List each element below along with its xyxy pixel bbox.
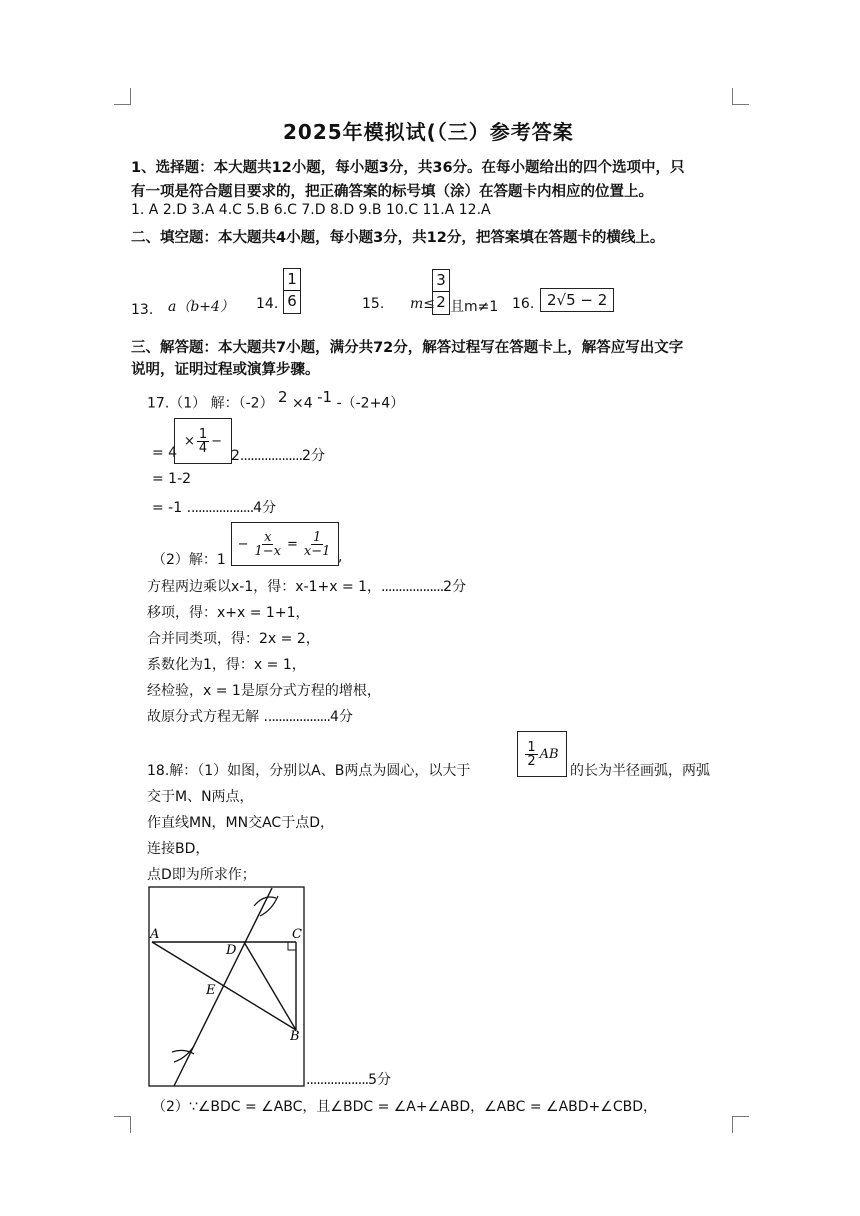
line-mn (174, 888, 272, 1086)
q18-line4: 连接BD， (147, 841, 210, 857)
q17-2-line1-score: 2分 (443, 579, 467, 595)
label-d: D (226, 943, 237, 958)
q17-2-eq-minus: − (237, 536, 249, 552)
page-title: 2025年模拟试(（三）参考答案 (283, 120, 574, 144)
corner-mark-bottom-right (732, 1116, 749, 1133)
q17-2-line4: 系数化为1，得：x = 1， (147, 657, 306, 673)
q17-2-eq-sign: = (287, 536, 298, 552)
q17-2-line6-dots: .................. (267, 709, 331, 725)
q17-2-line6-text: 故原分式方程无解 . (147, 709, 268, 725)
q18-part2-line: （2）∵∠BDC = ∠ABC，且∠BDC = ∠A+∠ABD，∠ABC = ∠ABD+∠CBD， (152, 1099, 657, 1115)
q17-1-expression: 解：（-2） (210, 395, 274, 412)
q18-line3: 作直线MN，MN交AC于点D， (147, 815, 334, 831)
corner-mark-bottom-left (114, 1116, 131, 1133)
q17-1-step1-minus: − (211, 433, 223, 449)
q17-1-step1-box (174, 418, 232, 464)
section3-header-line1: 三、解答题：本大题共7小题，满分共72分，解答过程写在答题卡上，解答应写出文字 (131, 340, 684, 356)
q15-answer-fraction (432, 269, 450, 315)
q14-numerator: 1 (284, 269, 300, 291)
q17-1-step3-score: 4分 (253, 500, 277, 516)
q17-2-line6 (147, 706, 353, 726)
q16-number: 16. (512, 296, 535, 312)
section1-line2: 有一项是符合题目要求的，把正确答案的标号填（涂）在答题卡内相应的位置上。 (131, 184, 653, 200)
q17-1-times-4: ×4 (292, 395, 313, 412)
q17-1-step1-score: 2分 (302, 448, 325, 464)
q17-1-step3-dots: .................. (191, 500, 254, 516)
q15-number: 15. (362, 296, 385, 312)
q17-2-f2-num: 1 (313, 529, 322, 545)
q17-1-expression-end: -（-2+4） (336, 395, 405, 412)
q18-frac-den: 2 (527, 753, 536, 769)
section2-header: 二、填空题：本大题共4小题，每小题3分，共12分，把答案填在答题卡的横线上。 (131, 230, 665, 246)
q18-figure-score-line (306, 1069, 391, 1089)
q18-line1-suffix: 的长为半径画弧，两弧 (570, 763, 710, 779)
segment-db (244, 942, 296, 1030)
q17-2-line6-score: 4分 (330, 709, 353, 725)
q17-1-step1-post: 2 (231, 448, 240, 464)
q18-line2: 交于M、N两点， (147, 789, 254, 805)
q17-1-exponent-minus1: -1 (317, 388, 333, 406)
figure-frame (149, 887, 304, 1086)
q17-1-step1-dots: .................. (239, 448, 303, 464)
q17-1-step2: = 1-2 (152, 471, 192, 487)
right-angle-mark (288, 942, 296, 950)
q17-2-line1-text: 方程两边乘以x-1，得：x-1+x = 1， (147, 579, 382, 595)
q15-prefix: m≤ (410, 296, 436, 312)
q17-2-line3: 合并同类项，得：2x = 2， (147, 631, 320, 647)
q15-suffix: 且m≠1 (450, 299, 499, 315)
q14-number: 14. (256, 296, 279, 312)
q18-line5: 点D即为所求作； (147, 867, 256, 883)
q17-2-line5: 经检验，x = 1是原分式方程的增根， (147, 683, 381, 699)
q17-1-step3-text: = -1 . (152, 500, 192, 516)
corner-mark-top-left (114, 88, 131, 105)
corner-mark-top-right (732, 88, 749, 105)
q17-2-comma: , (338, 549, 343, 565)
q14-denominator: 6 (287, 292, 297, 310)
section1-answers: 1. A 2.D 3.A 4.C 5.B 6.C 7.D 8.D 9.B 10.C 11.A 12.A (131, 202, 491, 218)
q17-2-equation-box (231, 522, 339, 566)
q17-2-f1-num: x (264, 529, 272, 545)
q17-2-line1 (147, 576, 466, 596)
q17-2-fraction-1 (253, 531, 284, 558)
q17-2-line1-dots: .................. (381, 579, 444, 595)
label-c: C (292, 927, 302, 942)
q18-line1-prefix: 18.解：（1）如图，分别以A、B两点为圆心，以大于 (147, 763, 471, 779)
label-a: A (150, 927, 160, 942)
section3-header-line2: 说明，证明过程或演算步骤。 (131, 362, 320, 378)
q18-half-ab-box (517, 731, 567, 777)
section1-line1: 1、选择题：本大题共12小题，每小题3分，共36分。在每小题给出的四个选项中，只 (131, 160, 685, 176)
q18-figure-dots: .................. (306, 1072, 369, 1088)
q17-1-line (147, 388, 404, 413)
q15-denominator: 2 (436, 293, 446, 311)
q17-1-step1-prefix: = 4 (152, 445, 178, 461)
q17-1-step1-frac-den: 4 (198, 440, 208, 456)
q17-2-line2: 移项，得：x+x = 1+1， (147, 605, 310, 621)
q16-answer: 2√5 − 2 (540, 288, 614, 312)
label-e: E (206, 983, 216, 998)
q17-1-step1-tail (231, 445, 325, 465)
label-b: B (290, 1029, 300, 1044)
q17-1-step1-times: × (183, 433, 195, 449)
q17-1-exponent-2: 2 (278, 388, 288, 406)
q17-2-label: （2）解：1 (152, 552, 226, 568)
q17-2-f2-den: x−1 (303, 543, 331, 559)
q17-1-step1-fraction (197, 428, 209, 455)
q17-1-step1-frac-num: 1 (198, 426, 208, 442)
q17-2-f1-den: 1−x (254, 543, 281, 559)
q13-number: 13. (131, 302, 154, 318)
q15-numerator: 3 (433, 270, 449, 292)
q17-2-fraction-2 (302, 531, 333, 558)
q17-1-step3 (152, 497, 276, 517)
q18-half-fraction (525, 741, 537, 768)
q17-1-label: 17.（1） (147, 395, 207, 412)
q14-answer-fraction (283, 268, 301, 314)
q18-construction-figure (148, 886, 306, 1088)
q18-frac-ab: AB (539, 746, 559, 762)
q18-figure-score: 5分 (368, 1072, 392, 1088)
q18-frac-num: 1 (527, 739, 536, 755)
q13-answer: a（b+4） (168, 299, 234, 315)
arc-n-2 (174, 1046, 194, 1062)
